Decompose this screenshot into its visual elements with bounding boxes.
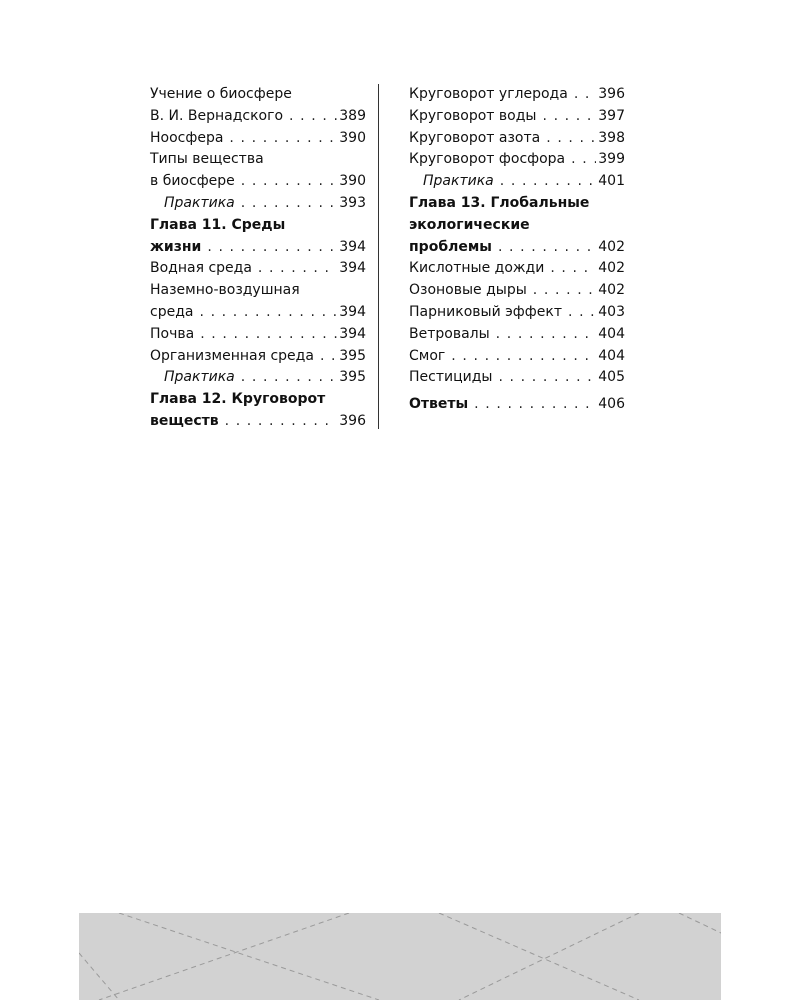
toc-entry [409,394,625,416]
toc-page-number: 398 [598,129,625,146]
toc-page-number: 402 [598,238,625,255]
toc-dot-leader [550,258,596,280]
toc-entry [409,84,625,106]
toc-page-number: 395 [339,347,366,364]
toc-entry [409,302,625,324]
toc-dot-leader [574,84,596,106]
toc-entry [409,149,625,171]
toc-page-number: 403 [598,303,625,320]
toc-dot-leader [496,324,597,346]
toc-page-number: 404 [598,325,625,342]
toc-entry [409,258,625,280]
toc-page-number: 397 [598,107,625,124]
toc-entry-title: Почва [150,325,195,342]
toc-entry [150,324,366,346]
toc-page-number: 395 [339,369,366,386]
toc-entry-title: Практика [423,173,494,190]
toc-entry-title: экологические [409,216,530,233]
toc-entry-title: Учение о биосфере [150,86,292,102]
toc-entry [150,411,366,433]
toc-entry [409,171,625,193]
toc-entry-title: Парниковый эффект [409,303,562,320]
cover-pattern-band [79,913,721,1000]
toc-page-number: 401 [598,173,625,190]
toc-entry-title: Организменная среда [150,347,314,364]
toc-page-number: 389 [339,107,366,124]
toc-entry [150,106,366,128]
toc-dot-leader [229,128,337,150]
toc-dot-leader [199,302,337,324]
toc-entry [409,106,625,128]
toc-page-number: 394 [339,303,366,320]
toc-entry [150,171,366,193]
toc-entry-title: Практика [164,369,235,386]
toc-page-number: 390 [339,173,366,190]
toc-entry [150,237,366,259]
toc-entry [150,84,366,106]
toc-dot-leader [542,106,596,128]
toc-entry-title: Круговорот фосфора [409,151,566,168]
toc-page-number: 402 [598,282,625,299]
toc-entry-title: веществ [150,412,219,429]
column-divider [378,84,379,429]
toc-entry-title: в биосфере [150,173,235,190]
toc-entry-title: Глава 13. Глобальные [409,194,590,211]
toc-dot-leader [474,394,596,416]
toc-entry [409,237,625,259]
toc-entry [409,324,625,346]
toc-entry-title: среда [150,303,194,320]
toc-page-number: 399 [598,151,625,168]
toc-dot-leader [320,346,337,368]
toc-entry [409,346,625,368]
toc-page-number: 396 [598,86,625,102]
toc-page-number: 396 [339,412,366,429]
toc-entry-title: Круговорот азота [409,129,541,146]
toc-entry-title: Ноосфера [150,129,224,146]
toc-page-number: 394 [339,238,366,255]
toc-entry-title: Наземно-воздушная [150,282,300,299]
toc-dot-leader [546,128,596,150]
toc-entry [150,367,366,389]
toc-entry [150,280,366,302]
toc-entry [150,389,366,411]
toc-dot-leader [241,367,338,389]
toc-dot-leader [241,193,338,215]
toc-page-number: 402 [598,260,625,277]
toc-page-number: 394 [339,325,366,342]
toc-entry [150,346,366,368]
toc-entry-title: Ответы [409,396,469,413]
toc-entry-title: жизни [150,238,202,255]
toc-page-number: 406 [598,396,625,413]
toc-dot-leader [289,106,337,128]
toc-dot-leader [451,346,596,368]
toc-entry-title: Пестициды [409,369,493,386]
toc-dot-leader [200,324,337,346]
toc-entry [409,280,625,302]
toc-entry-title: Круговорот углерода [409,86,568,102]
toc-entry-title: Глава 12. Круговорот [150,391,326,408]
toc-dot-leader [241,171,337,193]
toc-entry [150,302,366,324]
toc-entry [409,128,625,150]
toc-entry-title: Глава 11. Среды [150,216,286,233]
toc-entry [150,128,366,150]
toc-right-column [409,84,625,416]
toc-entry-title: Круговорот воды [409,107,537,124]
toc-entry [150,193,366,215]
toc-page-number: 390 [339,129,366,146]
toc-entry-title: Озоновые дыры [409,282,527,299]
toc-entry-title: В. И. Вернадского [150,107,284,124]
toc-entry-title: Водная среда [150,260,252,277]
toc-dot-leader [571,149,596,171]
toc-dot-leader [533,280,596,302]
diamond-pattern-graphic [79,913,721,1000]
toc-dot-leader [207,237,337,259]
toc-dot-leader [500,171,597,193]
toc-entry-title: Смог [409,347,446,364]
toc-entry [409,193,625,215]
toc-dot-leader [258,258,337,280]
toc-left-column [150,84,366,433]
toc-dot-leader [498,237,596,259]
toc-entry [150,258,366,280]
toc-dot-leader [225,411,338,433]
toc-dot-leader [498,367,596,389]
toc-entry-title: Практика [164,194,235,211]
toc-entry-title: Типы вещества [150,151,264,168]
toc-entry [150,149,366,171]
toc-dot-leader [568,302,596,324]
toc-entry-title: проблемы [409,238,492,255]
toc-entry-title: Кислотные дожди [409,260,545,277]
toc-page-number: 393 [339,194,366,211]
toc-entry [150,215,366,237]
toc-entry [409,367,625,389]
toc-entry [409,215,625,237]
toc-entry-title: Ветровалы [409,325,490,342]
toc-page-number: 405 [598,369,625,386]
toc-page-number: 394 [339,260,366,277]
toc-page-number: 404 [598,347,625,364]
